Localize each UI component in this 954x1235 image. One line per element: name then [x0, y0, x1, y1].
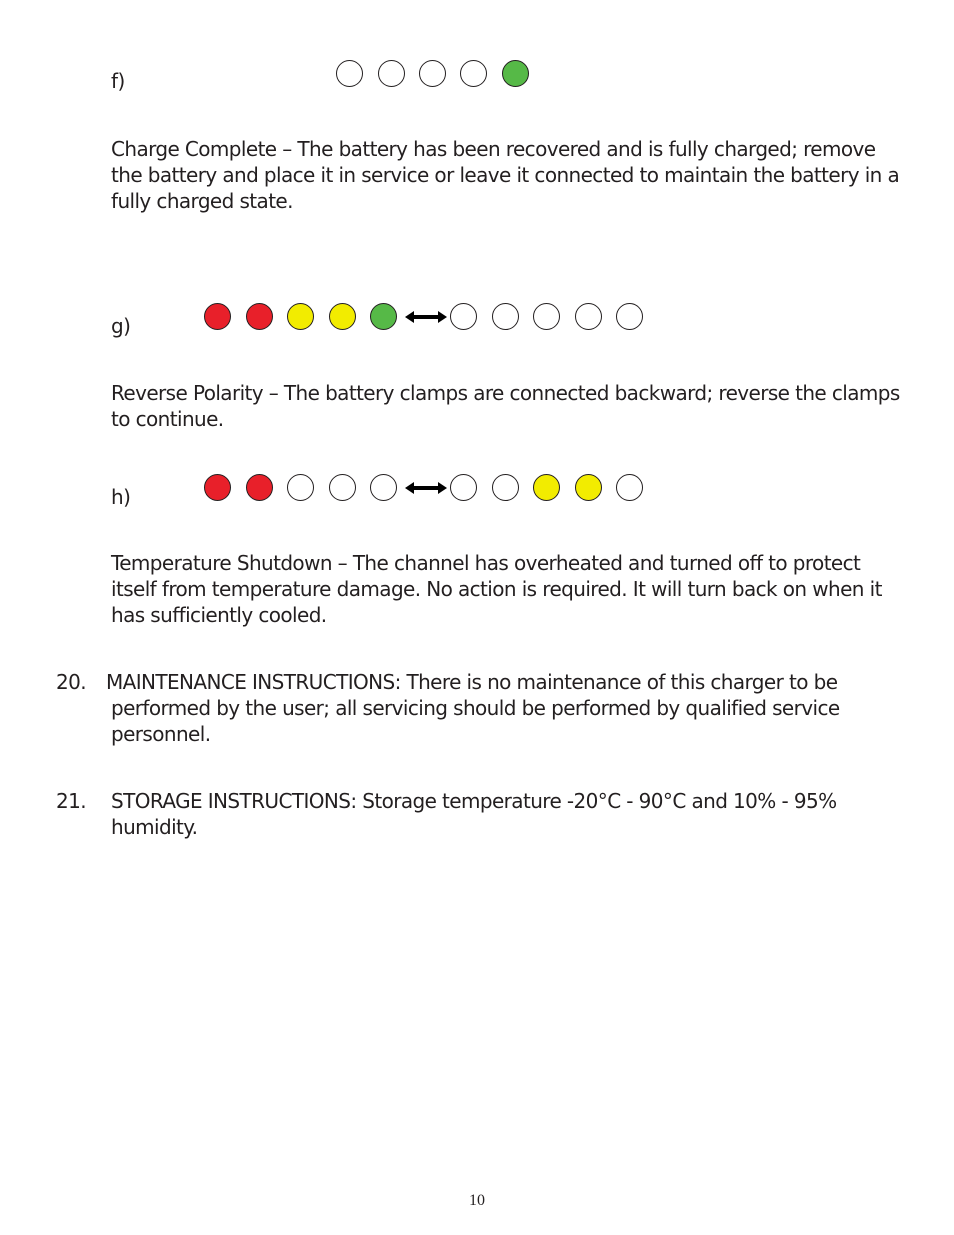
maintenance-instructions: [106, 669, 901, 747]
led-row-g: [204, 303, 649, 333]
storage-instructions: [111, 788, 901, 840]
led-off-indicator: [450, 474, 477, 501]
item-number-20: 20.: [56, 670, 87, 694]
double-arrow-icon: [405, 481, 447, 495]
led-off-indicator: [370, 474, 397, 501]
led-red-indicator: [204, 474, 231, 501]
led-off-indicator: [378, 60, 405, 87]
led-row-h: [204, 474, 649, 504]
led-off-indicator: [450, 303, 477, 330]
led-off-indicator: [419, 60, 446, 87]
led-yellow-indicator: [287, 303, 314, 330]
led-red-indicator: [246, 303, 273, 330]
led-off-indicator: [287, 474, 314, 501]
led-off-indicator: [329, 474, 356, 501]
led-row-f: [336, 60, 536, 90]
led-green-indicator: [370, 303, 397, 330]
temperature-shutdown-description: Temperature Shutdown – The channel has overheated and turned off to protect itself from temperature damage. No action is required. It will turn back on when it has sufficiently cooled.: [111, 551, 882, 627]
reverse-polarity-description: Reverse Polarity – The battery clamps are connected backward; reverse the clamps to continue.: [111, 381, 900, 431]
led-off-indicator: [616, 474, 643, 501]
led-off-indicator: [616, 303, 643, 330]
led-off-indicator: [460, 60, 487, 87]
led-green-indicator: [502, 60, 529, 87]
led-yellow-indicator: [575, 474, 602, 501]
indicator-label-g: g): [111, 314, 131, 338]
maintenance-instructions-text: MAINTENANCE INSTRUCTIONS: There is no maintenance of this charger to be performed by the user; all servicing should be performed by qualified service personnel.: [106, 670, 840, 746]
led-off-indicator: [492, 303, 519, 330]
storage-instructions-text: STORAGE INSTRUCTIONS: Storage temperature -20°C - 90°C and 10% - 95% humidity.: [111, 789, 837, 839]
double-arrow-icon: [405, 310, 447, 324]
led-off-indicator: [533, 303, 560, 330]
led-off-indicator: [336, 60, 363, 87]
led-yellow-indicator: [329, 303, 356, 330]
led-off-indicator: [492, 474, 519, 501]
indicator-label-f: f): [111, 69, 125, 93]
led-red-indicator: [246, 474, 273, 501]
led-off-indicator: [575, 303, 602, 330]
indicator-label-h: h): [111, 485, 131, 509]
led-yellow-indicator: [533, 474, 560, 501]
item-number-21: 21.: [56, 789, 87, 813]
led-red-indicator: [204, 303, 231, 330]
page-number: 10: [469, 1192, 485, 1209]
charge-complete-description: Charge Complete – The battery has been recovered and is fully charged; remove the battery and place it in service or leave it connected to maintain the battery in a fully charged state.: [111, 137, 900, 213]
